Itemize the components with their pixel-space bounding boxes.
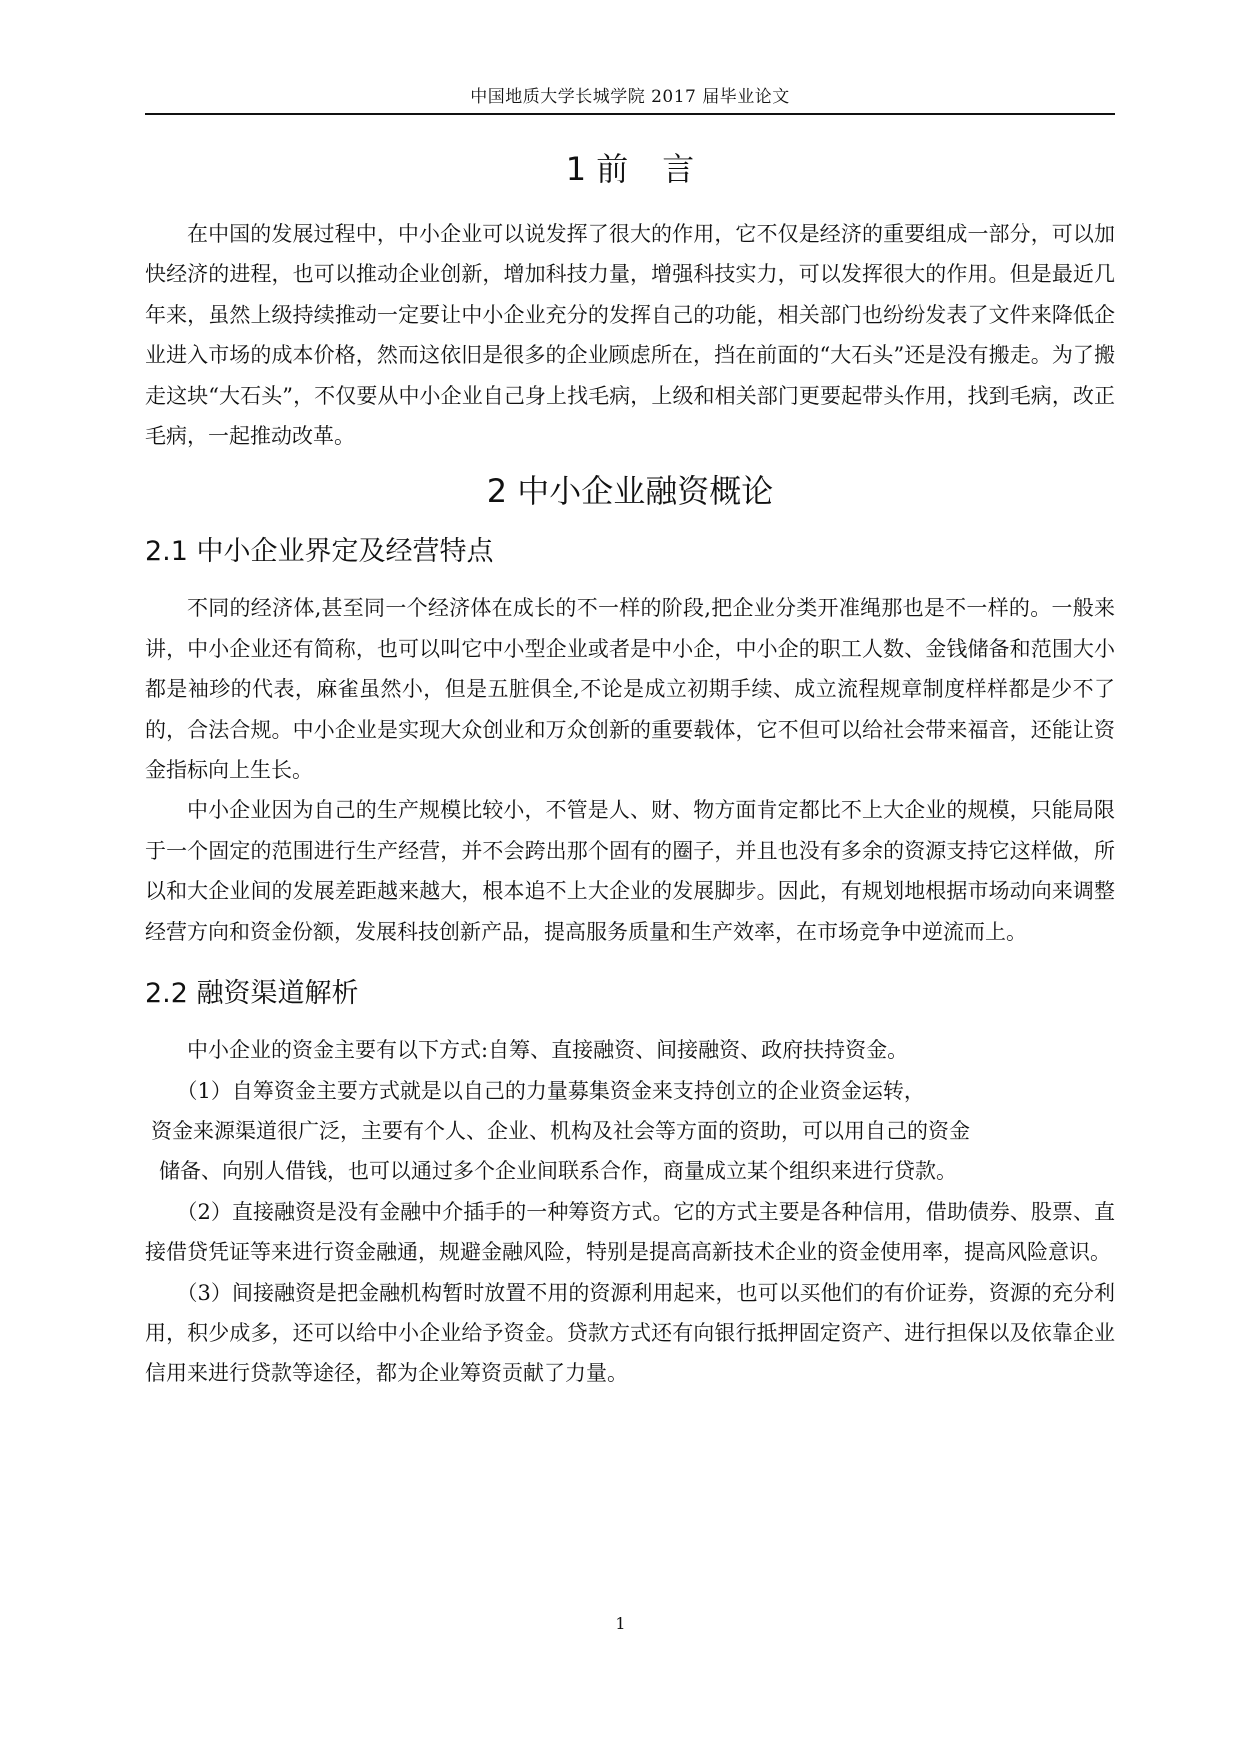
- section-1-paragraph: 在中国的发展过程中，中小企业可以说发挥了很大的作用，它不仅是经济的重要组成一部分，可以加快经济的进程，也可以推动企业创新，增加科技力量，增强科技实力，可以发挥很大的作用。但是最近几年来，虽然上级持续推动一定要让中小企业充分的发挥自己的功能，相关部门也纷纷发表了文件来降低企业进入市场的成本价格，然而这依旧是很多的企业顾虑所在，挡在前面的“大石头”还是没有搬走。为了搬走这块“大石头”，不仅要从中小企业自己身上找毛病，上级和相关部门更要起带头作用，找到毛病，改正毛病，一起推动改革。: [145, 222, 1115, 449]
- financing-item-1-line-1: （1）自筹资金主要方式就是以自己的力量募集资金来支持创立的企业资金运转，: [176, 1078, 925, 1103]
- subsection-2-1-heading: 2.1 中小企业界定及经营特点: [145, 536, 494, 568]
- section-1-number: 1: [565, 150, 587, 188]
- running-header: 中国地质大学长城学院 2017 届毕业论文: [470, 87, 790, 107]
- section-1-title-part-a: 前: [596, 150, 629, 188]
- subsection-2-2-heading: 2.2 融资渠道解析: [145, 978, 359, 1010]
- page-number: 1: [615, 1614, 626, 1633]
- header-rule: [145, 113, 1115, 115]
- subsection-2-1-paragraph-1: 不同的经济体,甚至同一个经济体在成长的不一样的阶段,把企业分类开准绳那也是不一样的。一般来讲，中小企业还有简称，也可以叫它中小型企业或者是中小企，中小企的职工人数、金钱储备和范围大小都是袖珍的代表，麻雀虽然小，但是五脏俱全,不论是成立初期手续、成立流程规章制度样样都是少不了的，合法合规。中小企业是实现大众创业和万众创新的重要载体，它不但可以给社会带来福音，还能让资金指标向上生长。: [145, 596, 1115, 783]
- section-2-heading: 2 中小企业融资概论: [486, 472, 774, 511]
- financing-item-1-line-2: 资金来源渠道很广泛，主要有个人、企业、机构及社会等方面的资助，可以用自己的资金: [151, 1118, 970, 1143]
- financing-item-1-line-3: 储备、向别人借钱，也可以通过多个企业间联系合作，商量成立某个组织来进行贷款。: [159, 1159, 957, 1184]
- section-1-title-part-b: 言: [662, 150, 695, 188]
- section-1-heading: [145, 144, 1115, 194]
- document-body: [145, 140, 1115, 1394]
- financing-item-3: （3）间接融资是把金融机构暂时放置不用的资源利用起来，也可以买他们的有价证券，资源的充分利用，积少成多，还可以给中小企业给予资金。贷款方式还有向银行抵押固定资产、进行担保以及依靠企业信用来进行贷款等途径，都为企业筹资贡献了力量。: [145, 1280, 1115, 1386]
- subsection-2-1-paragraph-2: 中小企业因为自己的生产规模比较小，不管是人、财、物方面肯定都比不上大企业的规模，只能局限于一个固定的范围进行生产经营，并不会跨出那个固有的圈子，并且也没有多余的资源支持它这样做，所以和大企业间的发展差距越来越大，根本追不上大企业的发展脚步。因此，有规划地根据市场动向来调整经营方向和资金份额，发展科技创新产品，提高服务质量和生产效率，在市场竞争中逆流而上。: [145, 798, 1115, 944]
- subsection-2-2-intro: 中小企业的资金主要有以下方式:自筹、直接融资、间接融资、政府扶持资金。: [187, 1038, 909, 1063]
- financing-item-2: （2）直接融资是没有金融中介插手的一种筹资方式。它的方式主要是各种信用，借助债券、股票、直接借贷凭证等来进行资金融通，规避金融风险，特别是提高高新技术企业的资金使用率，提高风险意识。: [145, 1199, 1115, 1265]
